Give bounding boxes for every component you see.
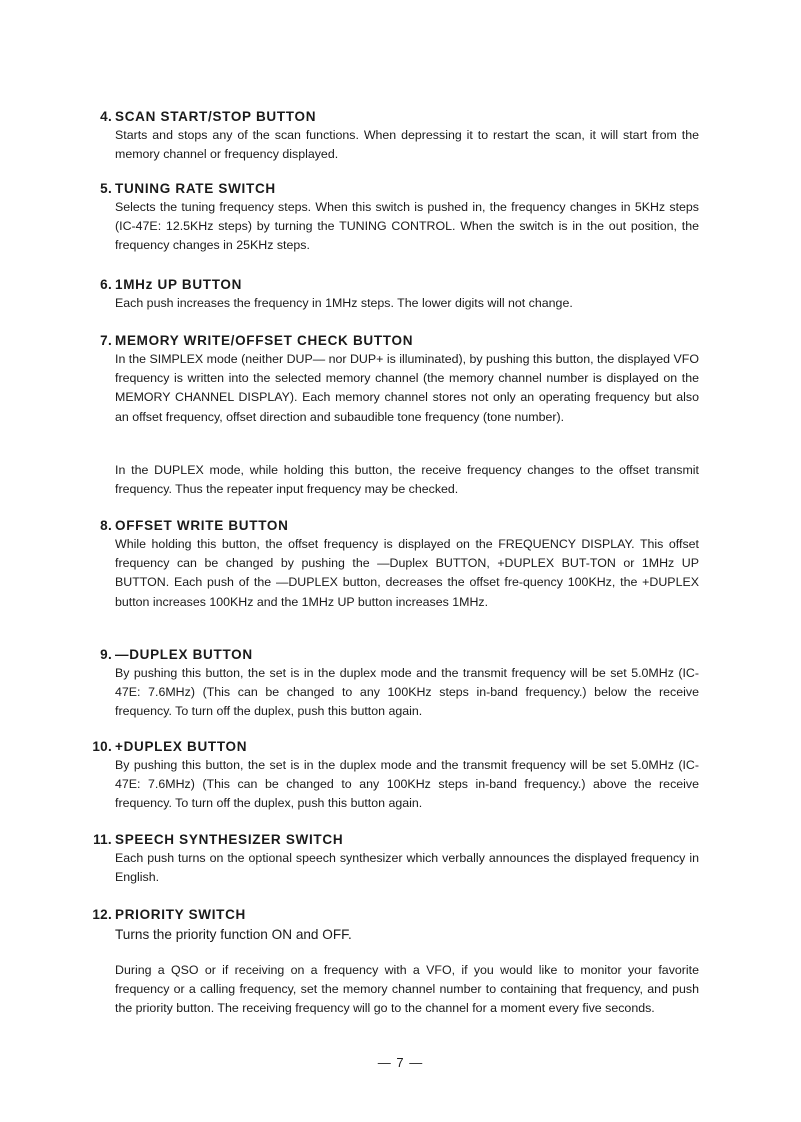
section-heading: 1MHz UP BUTTON [115, 277, 243, 292]
section-paragraph: By pushing this button, the set is in the duplex mode and the transmit frequency will be set 5.0MHz (IC-47E: 7.6MHz) (This can be changed to any 100KHz steps in-band frequency.) above the receive frequency. To turn off the duplex, push this button again. [115, 758, 699, 811]
section-paragraph: In the DUPLEX mode, while holding this button, the receive frequency changes to the offset transmit frequency. Thus the repeater input frequency may be checked. [115, 463, 699, 497]
section-paragraph: In the SIMPLEX mode (neither DUP— nor DUP+ is illuminated), by pushing this button, the displayed VFO frequency is written into the selected memory channel (the memory channel number is displayed on the MEMORY CHANNEL DISPLAY). Each memory channel stores not only an operating frequency but also an offset frequency, offset direction and subaudible tone frequency (tone number). [115, 352, 699, 424]
section-heading: PRIORITY SWITCH [115, 907, 247, 922]
section-heading: TUNING RATE SWITCH [115, 181, 276, 196]
section-number: 6. [100, 277, 112, 292]
section-heading: +DUPLEX BUTTON [115, 739, 248, 754]
section-paragraph: Selects the tuning frequency steps. When this switch is pushed in, the frequency changes in 5KHz steps (IC-47E: 12.5KHz steps) by turning the TUNING CONTROL. When the switch is in the out position, the frequency changes in 25KHz steps. [115, 200, 699, 253]
section-paragraph: While holding this button, the offset frequency is displayed on the FREQUENCY DISPLAY. This offset frequency can be changed by pushing the —Duplex BUTTON, +DUPLEX BUT-TON or 1MHz UP BUTTON. Each push of the —DUPLEX button, decreases the offset fre-quency 100KHz, the +DUPLEX button increases 100KHz and the 1MHz UP button increases 1MHz. [115, 537, 699, 609]
section-number: 7. [100, 333, 112, 348]
section-paragraph: Turns the priority function ON and OFF. [115, 927, 352, 942]
section-number: 12. [92, 907, 112, 922]
section-paragraph: Each push increases the frequency in 1MHz steps. The lower digits will not change. [115, 296, 573, 310]
section-number: 11. [93, 832, 112, 847]
section-paragraph: By pushing this button, the set is in the duplex mode and the transmit frequency will be set 5.0MHz (IC-47E: 7.6MHz) (This can be changed to any 100KHz steps in-band frequency.) below the receive frequency. To turn off the duplex, push this button again. [115, 666, 699, 719]
section-heading: OFFSET WRITE BUTTON [115, 518, 289, 533]
section-paragraph: Starts and stops any of the scan functions. When depressing it to restart the scan, it will start from the memory channel or frequency displayed. [115, 128, 699, 162]
section-heading: MEMORY WRITE/OFFSET CHECK BUTTON [115, 333, 414, 348]
section-heading: SCAN START/STOP BUTTON [115, 109, 317, 124]
section-paragraph: Each push turns on the optional speech synthesizer which verbally announces the displayed frequency in English. [115, 851, 699, 885]
section-number: 9. [100, 647, 112, 662]
section-number: 4. [100, 109, 112, 124]
page-number: — 7 — [377, 1055, 424, 1070]
section-heading: —DUPLEX BUTTON [115, 647, 253, 662]
section-number: 8. [100, 518, 112, 533]
section-number: 10. [92, 739, 112, 754]
section-number: 5. [100, 181, 112, 196]
section-heading: SPEECH SYNTHESIZER SWITCH [115, 832, 344, 847]
section-paragraph: During a QSO or if receiving on a frequency with a VFO, if you would like to monitor your favorite frequency or a calling frequency, set the memory channel number to containing that frequency, and push the priority button. The receiving frequency will go to the channel for a moment every five seconds. [115, 963, 699, 1016]
